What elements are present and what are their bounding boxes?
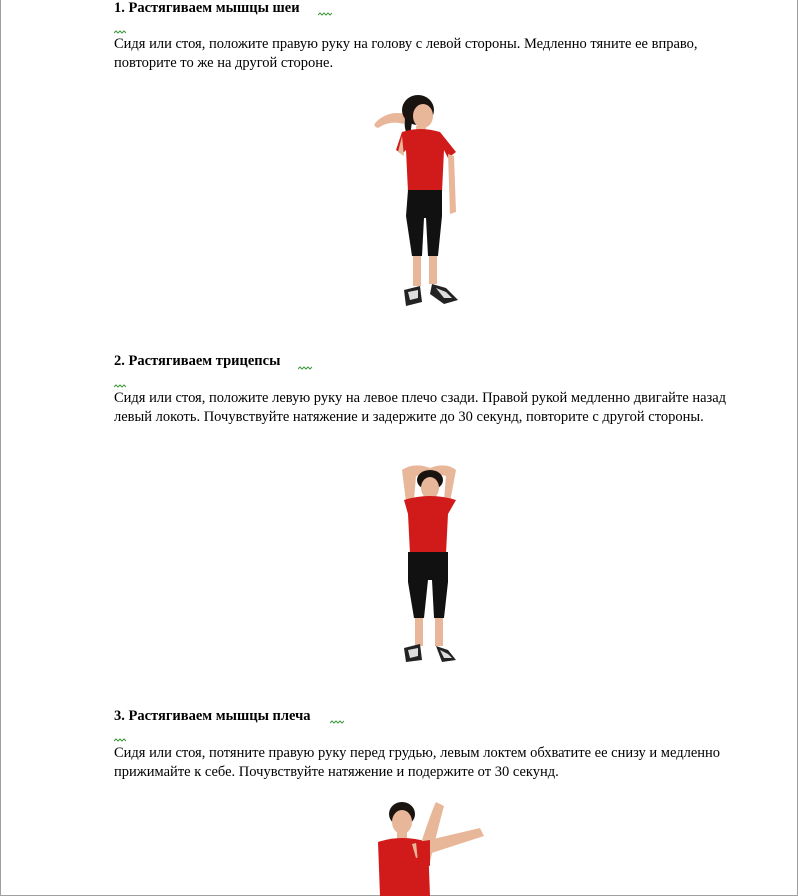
spellcheck-underline <box>114 384 126 388</box>
section-2-heading: 2. Растягиваем трицепсы <box>114 353 281 369</box>
section-1-heading: 1. Растягиваем мышцы шеи <box>114 0 300 16</box>
triceps-stretch-photo <box>390 462 470 668</box>
section-2-text: Сидя или стоя, положите левую руку на левое плечо сзади. Правой рукой медленно двигайте назад левый локоть. Почувствуйте натяжение и задержите до 30 секунд, повторите с другой стороны. <box>114 390 727 425</box>
section-1-text: Сидя или стоя, положите правую руку на голову с левой стороны. Медленно тяните ее вправо, повторите то же на другой стороне. <box>114 36 698 71</box>
section-3-text: Сидя или стоя, потяните правую руку перед грудью, левым локтем обхватите ее снизу и медленно прижимайте к себе. Почувствуйте натяжение и подержите от 30 секунд. <box>114 745 721 780</box>
neck-stretch-photo <box>368 92 468 314</box>
spellcheck-underline <box>298 366 312 370</box>
section-3-heading: 3. Растягиваем мышцы плеча <box>114 708 311 724</box>
page-edge-left <box>0 0 1 896</box>
spellcheck-underline <box>318 12 332 16</box>
spellcheck-underline <box>114 30 126 34</box>
spellcheck-underline <box>330 720 344 724</box>
spellcheck-underline <box>114 738 126 742</box>
shoulder-stretch-photo <box>372 800 488 896</box>
